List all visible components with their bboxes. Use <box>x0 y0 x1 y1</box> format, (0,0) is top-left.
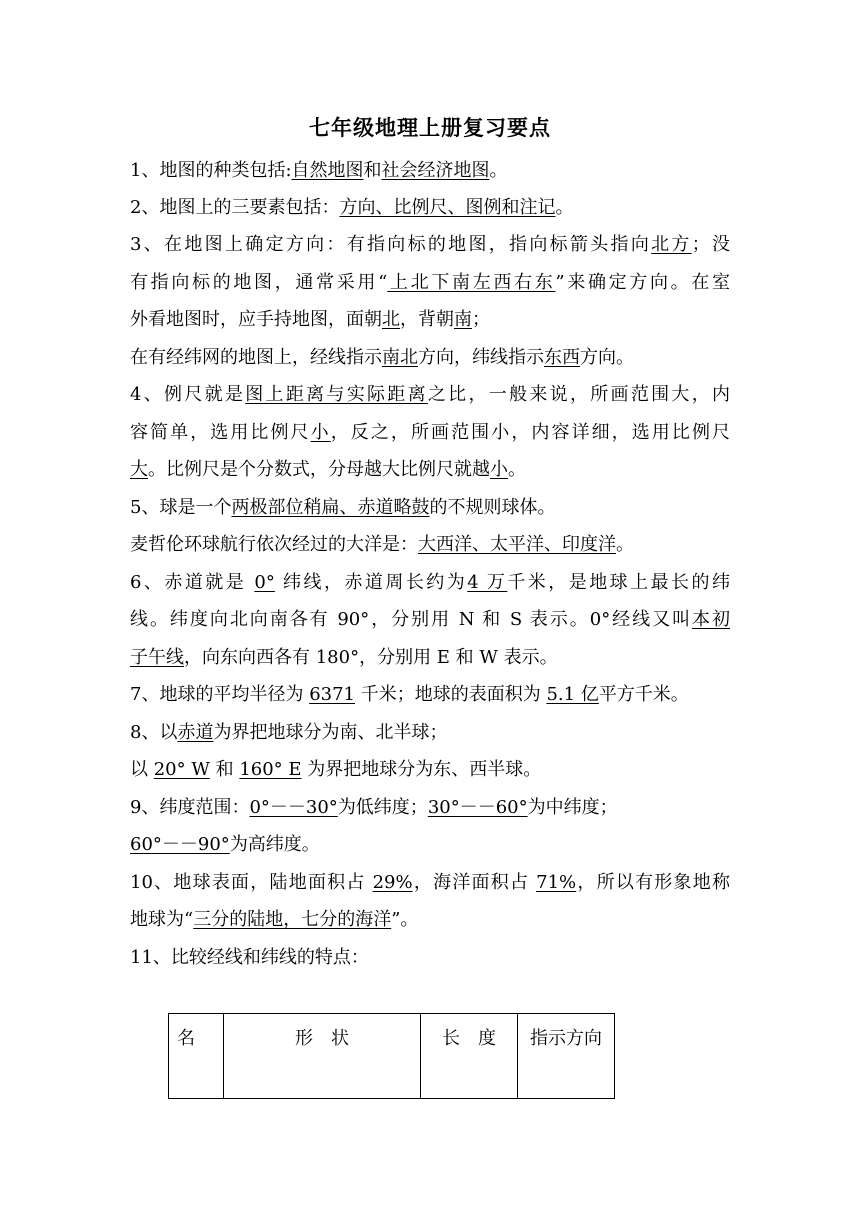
text-line <box>130 457 730 483</box>
answer-underlined: 上北下南左西右东 <box>387 272 556 293</box>
text-segment: 为界把地球分为南、北半球； <box>213 722 448 743</box>
text-line <box>130 682 730 708</box>
text-line <box>130 420 730 446</box>
text-segment: 和 <box>209 759 240 780</box>
text-segment: ，背朝 <box>400 309 454 330</box>
answer-underlined: 南北 <box>382 347 418 368</box>
answer-underlined: 方向、比例尺、图例和注记 <box>339 197 556 218</box>
answer-underlined: 赤道 <box>177 722 214 743</box>
text-segment: 。 <box>489 160 508 181</box>
answer-underlined: 北 <box>382 309 400 330</box>
text-line <box>130 232 730 258</box>
text-segment: 地球为“ <box>130 909 194 930</box>
text-segment: 9、纬度范围： <box>130 797 250 818</box>
text-line <box>130 945 730 971</box>
text-line <box>130 907 730 933</box>
text-line <box>130 795 730 821</box>
text-segment: 在有经纬网的地图上，经线指示 <box>130 347 382 368</box>
table-header-row <box>169 1014 615 1099</box>
text-segment: ，向东向西各有 180°，分别用 E 和 W 表示。 <box>184 647 558 668</box>
text-segment: 的不规则球体。 <box>429 497 556 518</box>
text-segment: 4、例尺就是 <box>130 384 246 405</box>
text-segment: 5、球是一个 <box>130 497 232 518</box>
answer-underlined: 大西洋、太平洋、印度洋 <box>418 534 616 555</box>
text-line <box>130 532 730 558</box>
answer-underlined: 东西 <box>544 347 580 368</box>
answer-underlined: 160° E <box>239 759 302 780</box>
text-segment: 有指向标的地图，通常采用“ <box>130 272 388 293</box>
text-line <box>130 270 730 296</box>
text-segment: 6、赤道就是 <box>130 572 255 593</box>
text-line <box>130 870 730 896</box>
text-segment: 麦哲伦环球航行依次经过的大洋是： <box>130 534 418 555</box>
comparison-table <box>168 1013 615 1099</box>
text-segment: 平方千米。 <box>598 684 689 705</box>
answer-underlined: 5.1 亿 <box>546 684 599 705</box>
text-line <box>130 645 730 671</box>
answer-underlined: 0°－－30° <box>249 797 338 818</box>
table-header-shape: 形 状 <box>224 1014 421 1099</box>
text-segment: ，海洋面积占 <box>412 872 537 893</box>
answer-underlined: 30°－－60° <box>427 797 528 818</box>
text-segment: 线。纬度向北向南各有 90°，分别用 N 和 S 表示。0°经线又叫 <box>130 609 693 630</box>
text-line <box>130 345 730 371</box>
answer-underlined: 0° <box>254 572 275 593</box>
text-segment: 11、比较经线和纬线的特点： <box>130 947 369 968</box>
text-segment: 千米；地球的表面积为 <box>355 684 547 705</box>
text-line <box>130 570 730 596</box>
answer-underlined: 小 <box>310 422 331 443</box>
text-segment: 。比例尺是个分数式，分母越大比例尺就越 <box>148 459 490 480</box>
text-segment: 之比，一般来说，所画范围大，内 <box>427 384 731 405</box>
text-segment: 千米，是地球上最长的纬 <box>507 572 730 593</box>
answer-underlined: 南 <box>454 309 472 330</box>
answer-underlined: 两极部位稍扁、赤道略鼓 <box>231 497 430 518</box>
text-segment: ； <box>472 309 490 330</box>
text-line <box>130 757 730 783</box>
text-segment: 。 <box>508 459 526 480</box>
text-segment: 为中纬度； <box>527 797 618 818</box>
text-line <box>130 158 730 184</box>
answer-underlined: 社会经济地图 <box>381 160 490 181</box>
text-segment: 方向，纬线指示 <box>418 347 544 368</box>
text-line <box>130 832 730 858</box>
text-segment: 和 <box>363 160 382 181</box>
text-segment: 10、地球表面，陆地面积占 <box>130 872 373 893</box>
answer-underlined: 大 <box>130 459 148 480</box>
answer-underlined: 三分的陆地，七分的海洋 <box>193 909 392 930</box>
table-header-direction: 指示方向 <box>518 1014 615 1099</box>
text-segment: 容简单，选用比例尺 <box>130 422 311 443</box>
text-segment: 。 <box>616 534 634 555</box>
text-line <box>130 720 730 746</box>
answer-underlined: 4 万 <box>467 572 508 593</box>
text-segment: ”。 <box>391 909 419 930</box>
text-line <box>130 307 730 333</box>
text-segment: ，反之，所画范围小，内容详细，选用比例尺 <box>330 422 731 443</box>
answer-underlined: 图上距离与实际距离 <box>245 384 428 405</box>
text-segment: 7、地球的平均半径为 <box>130 684 310 705</box>
text-segment: 8、以 <box>130 722 178 743</box>
text-segment: 1、地图的种类包括: <box>130 160 292 181</box>
text-segment: ”来确定方向。在室 <box>555 272 731 293</box>
answer-underlined: 北方 <box>651 234 692 255</box>
text-segment: 为界把地球分为东、西半球。 <box>301 759 542 780</box>
answer-underlined: 29% <box>372 872 413 893</box>
text-segment: 方向。 <box>580 347 634 368</box>
text-line <box>130 495 730 521</box>
text-segment: 3、在地图上确定方向：有指向标的地图，指向标箭头指向 <box>130 234 652 255</box>
text-segment: 2、地图上的三要素包括： <box>130 197 340 218</box>
text-segment: ，所以有形象地称 <box>576 872 730 893</box>
text-segment: 为低纬度； <box>337 797 428 818</box>
answer-underlined: 20° W <box>153 759 210 780</box>
text-segment: 以 <box>130 759 154 780</box>
text-segment: ；没 <box>691 234 731 255</box>
text-segment: 为高纬度。 <box>229 834 320 855</box>
answer-underlined: 71% <box>536 872 577 893</box>
answer-underlined: 本初 <box>692 609 731 630</box>
text-segment: 外看地图时，应手持地图，面朝 <box>130 309 382 330</box>
answer-underlined: 60°－－90° <box>130 834 230 855</box>
text-segment: 纬线，赤道周长约为 <box>274 572 468 593</box>
table-header-name: 名 <box>169 1014 224 1099</box>
text-line <box>130 607 730 633</box>
page-title: 七年级地理上册复习要点 <box>309 116 551 140</box>
answer-underlined: 自然地图 <box>291 160 364 181</box>
text-segment: 。 <box>555 197 574 218</box>
answer-underlined: 6371 <box>309 684 355 705</box>
answer-underlined: 小 <box>490 459 508 480</box>
text-line <box>130 195 730 221</box>
text-line <box>130 382 730 408</box>
table-header-length: 长 度 <box>421 1014 518 1099</box>
answer-underlined: 子午线 <box>130 647 184 668</box>
